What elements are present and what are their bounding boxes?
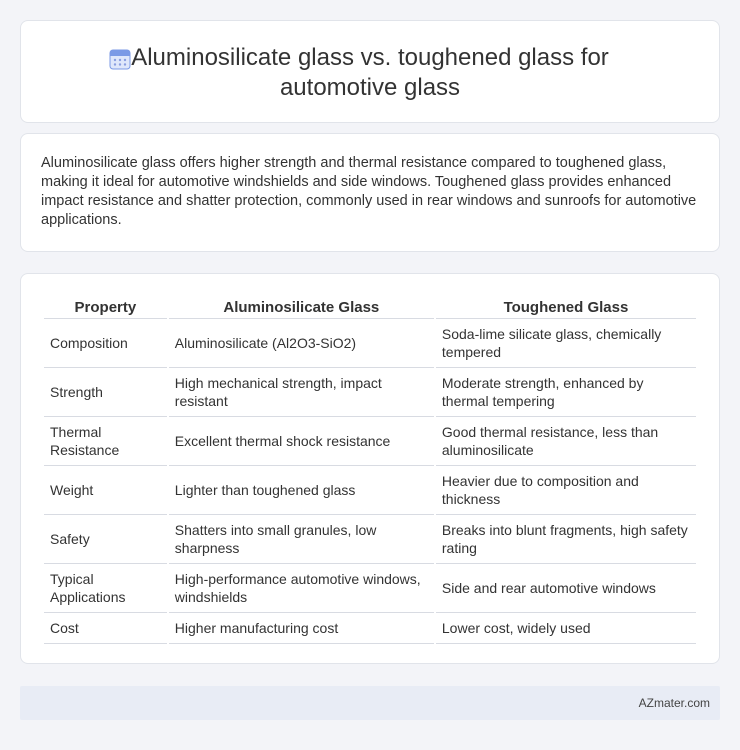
page-title [21, 43, 719, 103]
row-property: Composition [44, 319, 167, 368]
row-aluminosilicate-value: Aluminosilicate (Al2O3-SiO2) [169, 319, 434, 368]
row-property: Thermal Resistance [44, 417, 167, 466]
row-toughened-value: Breaks into blunt fragments, high safety rating [436, 515, 696, 564]
row-property: Typical Applications [44, 564, 167, 613]
summary-text: Aluminosilicate glass offers higher strength and thermal resistance compared to toughened glass, making it ideal for automotive windshields and side windows. Toughened glass provides enhanced impact resistance and shatter protection, commonly used in rear windows and sunroofs for automotive applications. [41, 155, 697, 228]
row-aluminosilicate-value: Shatters into small granules, low sharpness [169, 515, 434, 564]
header-property: Property [44, 294, 167, 319]
footer-bar [20, 686, 720, 720]
row-toughened-value: Lower cost, widely used [436, 613, 696, 644]
header-aluminosilicate: Aluminosilicate Glass [169, 294, 434, 319]
table-row [44, 319, 696, 368]
row-property: Weight [44, 466, 167, 515]
table-row [44, 564, 696, 613]
header-toughened: Toughened Glass [436, 294, 696, 319]
row-toughened-value: Heavier due to composition and thickness [436, 466, 696, 515]
table-row [44, 466, 696, 515]
summary-card [20, 133, 720, 252]
table-row [44, 613, 696, 644]
row-toughened-value: Good thermal resistance, less than aluminosilicate [436, 417, 696, 466]
row-toughened-value: Soda-lime silicate glass, chemically tempered [436, 319, 696, 368]
table-row [44, 417, 696, 466]
table-row [44, 515, 696, 564]
comparison-table-card [20, 273, 720, 664]
table-header-row [44, 294, 696, 319]
title-card [20, 20, 720, 123]
page-title-line-2: automotive glass [279, 74, 461, 101]
row-property: Safety [44, 515, 167, 564]
table-row [44, 368, 696, 417]
row-aluminosilicate-value: Higher manufacturing cost [169, 613, 434, 644]
row-toughened-value: Moderate strength, enhanced by thermal tempering [436, 368, 696, 417]
row-toughened-value: Side and rear automotive windows [436, 564, 696, 613]
row-aluminosilicate-value: High-performance automotive windows, windshields [169, 564, 434, 613]
page-title-line-1: Aluminosilicate glass vs. toughened glass for [131, 44, 609, 71]
row-aluminosilicate-value: Excellent thermal shock resistance [169, 417, 434, 466]
comparison-table [42, 294, 698, 644]
footer-brand[interactable]: AZmater.com [638, 696, 710, 710]
row-aluminosilicate-value: Lighter than toughened glass [169, 466, 434, 515]
row-property: Strength [44, 368, 167, 417]
row-property: Cost [44, 613, 167, 644]
row-aluminosilicate-value: High mechanical strength, impact resistant [169, 368, 434, 417]
